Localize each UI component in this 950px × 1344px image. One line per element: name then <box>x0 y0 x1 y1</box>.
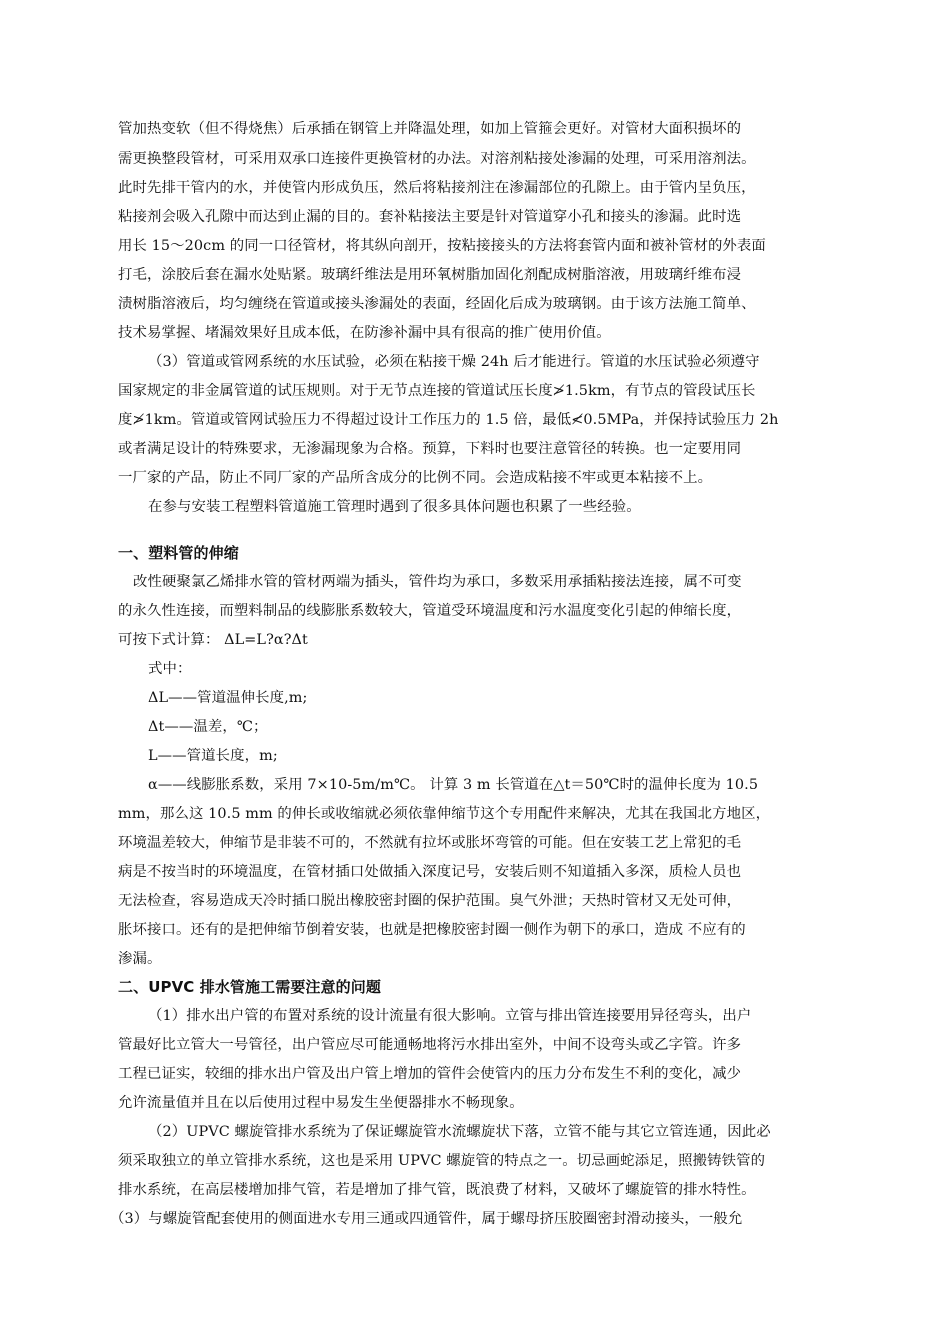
text-line: 粘接剂会吸入孔隙中而达到止漏的目的。套补粘接法主要是针对管道穿小孔和接头的渗漏。此时选 <box>118 209 742 225</box>
text-line: mm，那么这 10.5 mm 的伸长或收缩就必须依靠伸缩节这个专用配件来解决，尤其在我国北方地区， <box>118 806 771 822</box>
definition-line: L——管道长度，m; <box>148 748 278 764</box>
formula-line: 可按下式计算： ΔL=L?α?Δt <box>118 632 308 648</box>
text-line: 需更换整段管材，可采用双承口连接件更换管材的办法。对溶剂粘接处渗漏的处理，可采用溶剂法。 <box>118 151 756 167</box>
text-line: （3）管道或管网系统的水压试验，必须在粘接干燥 24h 后才能进行。管道的水压试验必须遵守 <box>148 354 760 370</box>
section-heading: 二、UPVC 排水管施工需要注意的问题 <box>118 978 381 996</box>
text-line: α——线膨胀系数，采用 7×10-5m/m℃。 计算 3 m 长管道在△t＝50℃时的温伸长度为 10.5 <box>148 777 759 793</box>
text-line: 工程已证实，较细的排水出户管及出户管上增加的管件会使管内的压力分布发生不利的变化，减少 <box>118 1066 742 1082</box>
text-line: 用长 15～20cm 的同一口径管材，将其纵向剖开，按粘接接头的方法将套管内面和被补管材的外表面 <box>118 238 766 254</box>
text-line: 国家规定的非金属管道的试压规则。对于无节点连接的管道试压长度≯1.5km，有节点的管段试压长 <box>118 383 756 399</box>
text-line: 式中： <box>148 661 192 677</box>
text-line: （1）排水出户管的布置对系统的设计流量有很大影响。立管与排出管连接要用异径弯头，出户 <box>148 1008 752 1024</box>
text-line: （3）与螺旋管配套使用的侧面进水专用三通或四通管件，属于螺母挤压胶圈密封滑动接头，一般允 <box>110 1211 743 1227</box>
text-line: 须采取独立的单立管排水系统，这也是采用 UPVC 螺旋管的特点之一。切忌画蛇添足，照搬铸铁管的 <box>118 1153 766 1169</box>
text-line: 病是不按当时的环境温度，在管材插口处做插入深度记号，安装后则不知道插入多深，质检人员也 <box>118 864 742 880</box>
text-line: 度≯1km。管道或管网试验压力不得超过设计工作压力的 1.5 倍，最低≮0.5MPa，并保持试验压力 2h <box>118 412 779 428</box>
definition-line: Δt——温差，℃； <box>148 719 268 735</box>
text-line: 渍树脂溶液后，均匀缠绕在管道或接头渗漏处的表面，经固化后成为玻璃钢。由于该方法施工简单、 <box>118 296 756 312</box>
text-line: 允许流量值并且在以后使用过程中易发生坐便器排水不畅现象。 <box>118 1095 524 1111</box>
text-line: 环境温差较大，伸缩节是非装不可的，不然就有拉坏或胀坏弯管的可能。但在安装工艺上常犯的毛 <box>118 835 742 851</box>
text-line: 胀坏接口。还有的是把伸缩节倒着安装，也就是把橡胶密封圈一侧作为朝下的承口，造成 不应有的 <box>118 922 746 938</box>
text-line: 渗漏。 <box>118 951 162 967</box>
section-heading: 一、塑料管的伸缩 <box>118 544 239 562</box>
text-line: 改性硬聚氯乙烯排水管的管材两端为插头，管件均为承口，多数采用承插粘接法连接，属不可变 <box>133 574 742 590</box>
text-line: 的永久性连接，而塑料制品的线膨胀系数较大，管道受环境温度和污水温度变化引起的伸缩长度， <box>118 603 742 619</box>
text-line: 或者满足设计的特殊要求，无渗漏现象为合格。预算，下料时也要注意管径的转换。也一定要用同 <box>118 441 742 457</box>
text-line: 技术易掌握、堵漏效果好且成本低，在防渗补漏中具有很高的推广使用价值。 <box>118 325 611 341</box>
text-line: 打毛，涂胶后套在漏水处贴紧。玻璃纤维法是用环氧树脂加固化剂配成树脂溶液，用玻璃纤维布浸 <box>118 267 742 283</box>
text-line: 一厂家的产品，防止不同厂家的产品所含成分的比例不同。会造成粘接不牢或更本粘接不上。 <box>118 470 713 486</box>
text-line: （2）UPVC 螺旋管排水系统为了保证螺旋管水流螺旋状下落，立管不能与其它立管连通，因此必 <box>148 1124 771 1140</box>
text-line: 管加热变软（但不得烧焦）后承插在钢管上并降温处理，如加上管箍会更好。对管材大面积损坏的 <box>118 121 742 137</box>
text-line: 在参与安装工程塑料管道施工管理时遇到了很多具体问题也积累了一些经验。 <box>148 499 641 515</box>
text-line: 排水系统，在高层楼增加排气管，若是增加了排气管，既浪费了材料，又破坏了螺旋管的排水特性。 <box>118 1182 756 1198</box>
text-line: 此时先排干管内的水，并使管内形成负压，然后将粘接剂注在渗漏部位的孔隙上。由于管内呈负压， <box>118 180 756 196</box>
definition-line: ΔL——管道温伸长度,m; <box>148 690 308 706</box>
text-line: 管最好比立管大一号管径，出户管应尽可能通畅地将污水排出室外，中间不设弯头或乙字管。许多 <box>118 1037 742 1053</box>
text-line: 无法检查，容易造成天冷时插口脱出橡胶密封圈的保护范围。臭气外泄；天热时管材又无处可伸， <box>118 893 742 909</box>
